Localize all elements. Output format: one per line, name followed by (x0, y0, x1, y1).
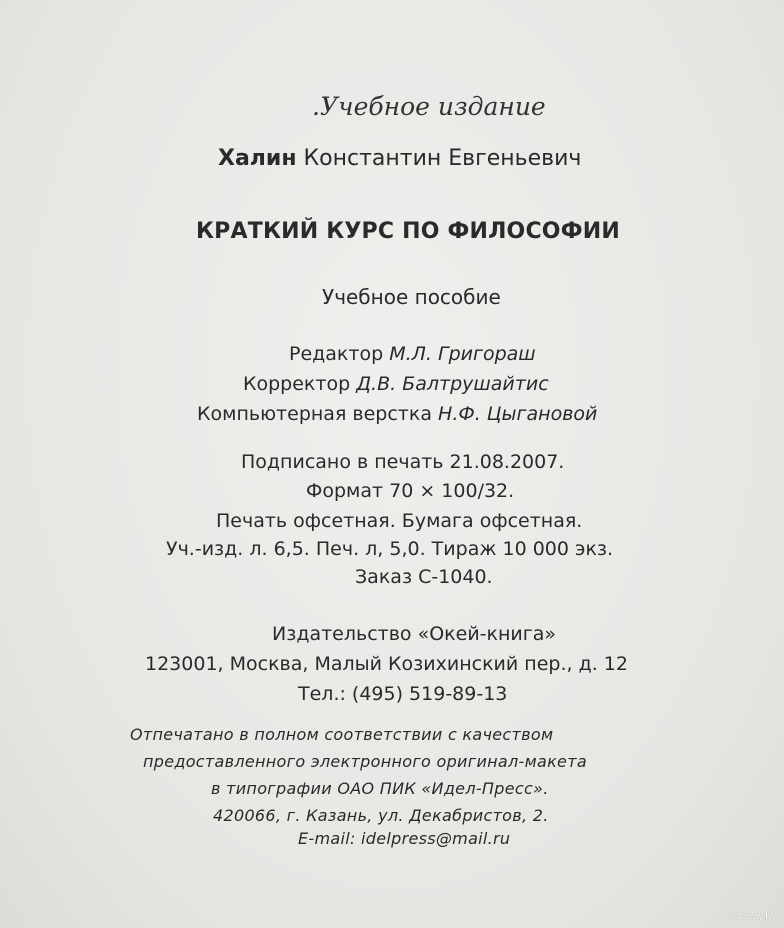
credit-editor (289, 343, 536, 365)
credit-name: Д.В. Балтрушайтис (356, 373, 549, 395)
credit-name: М.Л. Григораш (389, 343, 536, 365)
publisher-address: 123001, Москва, Малый Козихинский пер., д. 12 (145, 653, 628, 675)
printer-line: 420066, г. Казань, ул. Декабристов, 2. (213, 806, 549, 825)
print-info-line: Формат 70 × 100/32. (306, 480, 515, 502)
print-info-line: Заказ С-1040. (355, 566, 493, 588)
print-info-line: Уч.-изд. л. 6,5. Печ. л, 5,0. Тираж 10 000 экз. (166, 538, 614, 560)
credit-role: Редактор (289, 343, 384, 365)
credit-name: Н.Ф. Цыгановой (438, 403, 598, 425)
author-given-names: Константин Евгеньевич (303, 146, 582, 171)
publisher-name: Издательство «Окей-книга» (272, 623, 557, 645)
printer-line: в типографии ОАО ПИК «Идел-Пресс». (211, 779, 549, 798)
book-subtitle: Учебное пособие (322, 285, 501, 309)
printer-email: E-mail: idelpress@mail.ru (298, 829, 511, 848)
book-title: КРАТКИЙ КУРС ПО ФИЛОСОФИИ (196, 219, 620, 244)
credit-layout (197, 403, 597, 425)
credit-proofreader (243, 373, 549, 395)
watermark: www.ay.by (728, 911, 776, 922)
author-surname: Халин (218, 146, 297, 171)
credit-role: Компьютерная верстка (197, 403, 432, 425)
publisher-phone: Тел.: (495) 519-89-13 (298, 683, 508, 705)
printer-line: предоставленного электронного оригинал-макета (143, 752, 587, 771)
author-line (218, 146, 581, 171)
print-info-line: Подписано в печать 21.08.2007. (241, 451, 565, 473)
print-info-line: Печать офсетная. Бумага офсетная. (216, 510, 583, 532)
edition-type: .Учебное издание (312, 92, 546, 121)
printer-line: Отпечатано в полном соответствии с качеством (130, 725, 554, 744)
credit-role: Корректор (243, 373, 351, 395)
